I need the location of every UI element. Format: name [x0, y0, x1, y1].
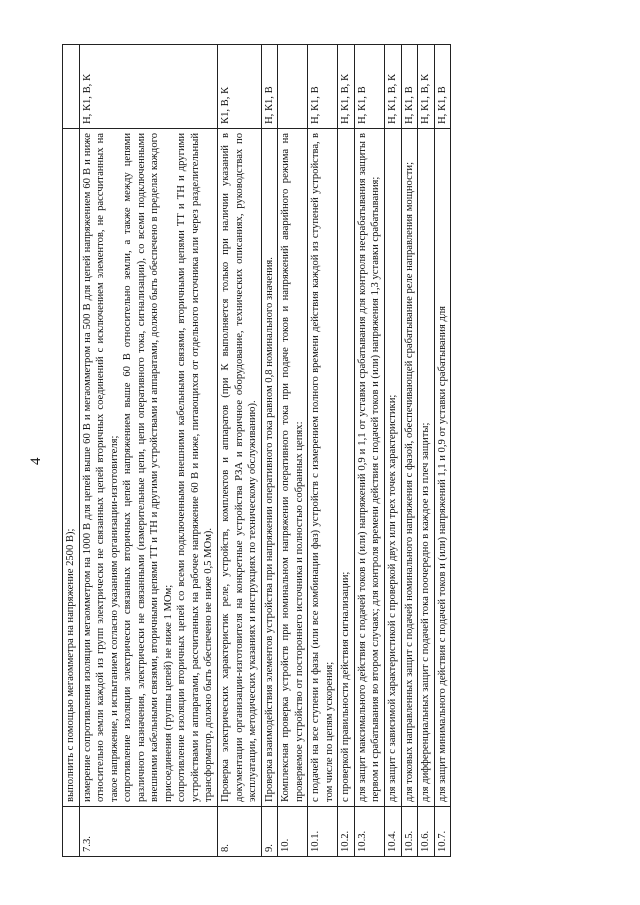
- item-description: [418, 129, 435, 807]
- item-description: [354, 129, 384, 807]
- item-number: 9.: [261, 807, 278, 857]
- check-type-codes: Н, К1, В: [261, 45, 278, 129]
- description-paragraph: сопротивление изоляции электрически связанных вторичных цепей напряжением выше 60 В относительно земли, а также между цепями различного назначения, электрически не связанными (измерительные цепи, цепи оперативного тока, сигнализации), со всеми подключенными внешними кабельными связями, вторичными цепями ТТ и ТН и другими устройствами и аппаратами, должно быть обеспечено в пределах каждого присоединения (группы цепей) не ниже 1 МОм;: [122, 133, 174, 802]
- table-row: [401, 45, 418, 857]
- item-number: 10.6.: [418, 807, 435, 857]
- item-number: 10.4.: [385, 807, 402, 857]
- table-row: [63, 45, 80, 857]
- table-row: [434, 45, 451, 857]
- item-number: 10.1.: [308, 807, 338, 857]
- item-description: [338, 129, 355, 807]
- description-paragraph: для защит с зависимой характеристикой с проверкой двух или трех точек характеристики;: [387, 394, 399, 802]
- item-description: [401, 129, 418, 807]
- check-type-codes: К1, В, К: [218, 45, 262, 129]
- check-type-codes: Н, К1, В: [434, 45, 451, 129]
- item-description: [218, 129, 262, 807]
- item-description: [79, 129, 217, 807]
- check-type-codes: Н, К1, В, К: [338, 45, 355, 129]
- table-row: [308, 45, 338, 857]
- table-body: [63, 45, 451, 857]
- description-paragraph: для защит максимального действия с подачей токов и (или) напряжений 0,9 и 1,1 от уставки срабатывания для контроля несрабатывания защиты в первом и срабатывания во втором случаях; для контроля времени действия с подачей токов и (или) напряжения 1,3 уставки срабатывания;: [356, 133, 382, 802]
- description-paragraph: Комплексная проверка устройств при номинальном напряжении оперативного тока при подаче токов и напряжений аварийного режима на проверяемое устройство от постороннего источника и полностью собранных цепях:: [280, 133, 305, 802]
- check-type-codes: Н, К1, В, К: [418, 45, 435, 129]
- table-row: [354, 45, 384, 857]
- description-paragraph: с проверкой правильности действия сигнализации;: [340, 571, 352, 802]
- item-description: [278, 129, 308, 807]
- check-type-codes: Н, К1, В, К: [385, 45, 402, 129]
- item-number: 10.5.: [401, 807, 418, 857]
- check-type-codes: [278, 45, 308, 129]
- check-type-codes: Н, К1, В, К: [79, 45, 217, 129]
- item-description: [63, 129, 80, 807]
- table-row: [278, 45, 308, 857]
- item-number: 8.: [218, 807, 262, 857]
- check-type-codes: Н, К1, В: [354, 45, 384, 129]
- table-row: [79, 45, 217, 857]
- check-type-codes: Н, К1, В: [401, 45, 418, 129]
- description-paragraph: для токовых направленных защит с подачей номинального напряжения с фазой, обеспечивающей срабатывание реле направления мощности;: [403, 161, 415, 802]
- item-description: [308, 129, 338, 807]
- description-paragraph: для дифференциальных защит с подачей тока поочередно в каждое из плеч защиты;: [420, 422, 432, 802]
- test-items-table: [62, 44, 451, 857]
- item-number: 10.7.: [434, 807, 451, 857]
- item-description: [261, 129, 278, 807]
- description-paragraph: выполнить с помощью мегаомметра на напряжение 2500 В);: [65, 528, 76, 802]
- item-number: 10.2.: [338, 807, 355, 857]
- table-row: [385, 45, 402, 857]
- item-number: 7.3.: [79, 807, 217, 857]
- description-paragraph: для защит минимального действия с подачей токов и (или) напряжений 1,1 и 0,9 от уставки срабатывания для: [436, 305, 448, 802]
- description-paragraph: с подачей на все ступени и фазы (или все комбинации фаз) устройств с измерением полного времени действия каждой из ступеней устройства, в том числе по цепям ускорения;: [310, 133, 335, 802]
- table-row: [418, 45, 435, 857]
- item-description: [385, 129, 402, 807]
- item-number: [63, 807, 80, 857]
- description-paragraph: измерение сопротивления изоляции мегаомметром на 1000 В для цепей выше 60 В и мегаомметром на 500 В для цепей напряжением 60 В и ниже относительно земли каждой из групп электрически не связанных цепей вторичных соединений с исключением элементов, не рассчитанных на такое напряжение, и испытанием согласно указаниям организации-изготовителя;: [81, 133, 120, 802]
- description-paragraph: Проверка взаимодействия элементов устройства при напряжении оперативного тока равном 0,8 номинального значения.: [263, 257, 275, 802]
- check-type-codes: Н, К1, В: [308, 45, 338, 129]
- item-number: 10.3.: [354, 807, 384, 857]
- item-description: [434, 129, 451, 807]
- check-type-codes: [63, 45, 80, 129]
- description-paragraph: сопротивление изоляции вторичных цепей со всеми подключенными внешними кабельными связями, вторичными цепями ТТ и ТН и другими устройствами и аппаратами, рассчитанных на рабочее напряжение 60 В и ниже, питающихся от отдельного источника или через разделительный трансформатор, должно быть обеспечено не ниже 0,5 МОм).: [176, 133, 215, 802]
- item-number: 10.: [278, 807, 308, 857]
- description-paragraph: Проверка электрических характеристик реле, устройств, комплектов и аппаратов (при К выполняется только при наличии указаний в документации организации-изготовителя на конкретные устройства РЗА и вторичное оборудование, технических описаниях, руководствах по эксплуатации, методических указаниях и инструкциях по техническому обслуживанию).: [220, 133, 259, 802]
- table-row: [218, 45, 262, 857]
- table-row: [338, 45, 355, 857]
- page-number: 4: [28, 457, 44, 465]
- table-row: [261, 45, 278, 857]
